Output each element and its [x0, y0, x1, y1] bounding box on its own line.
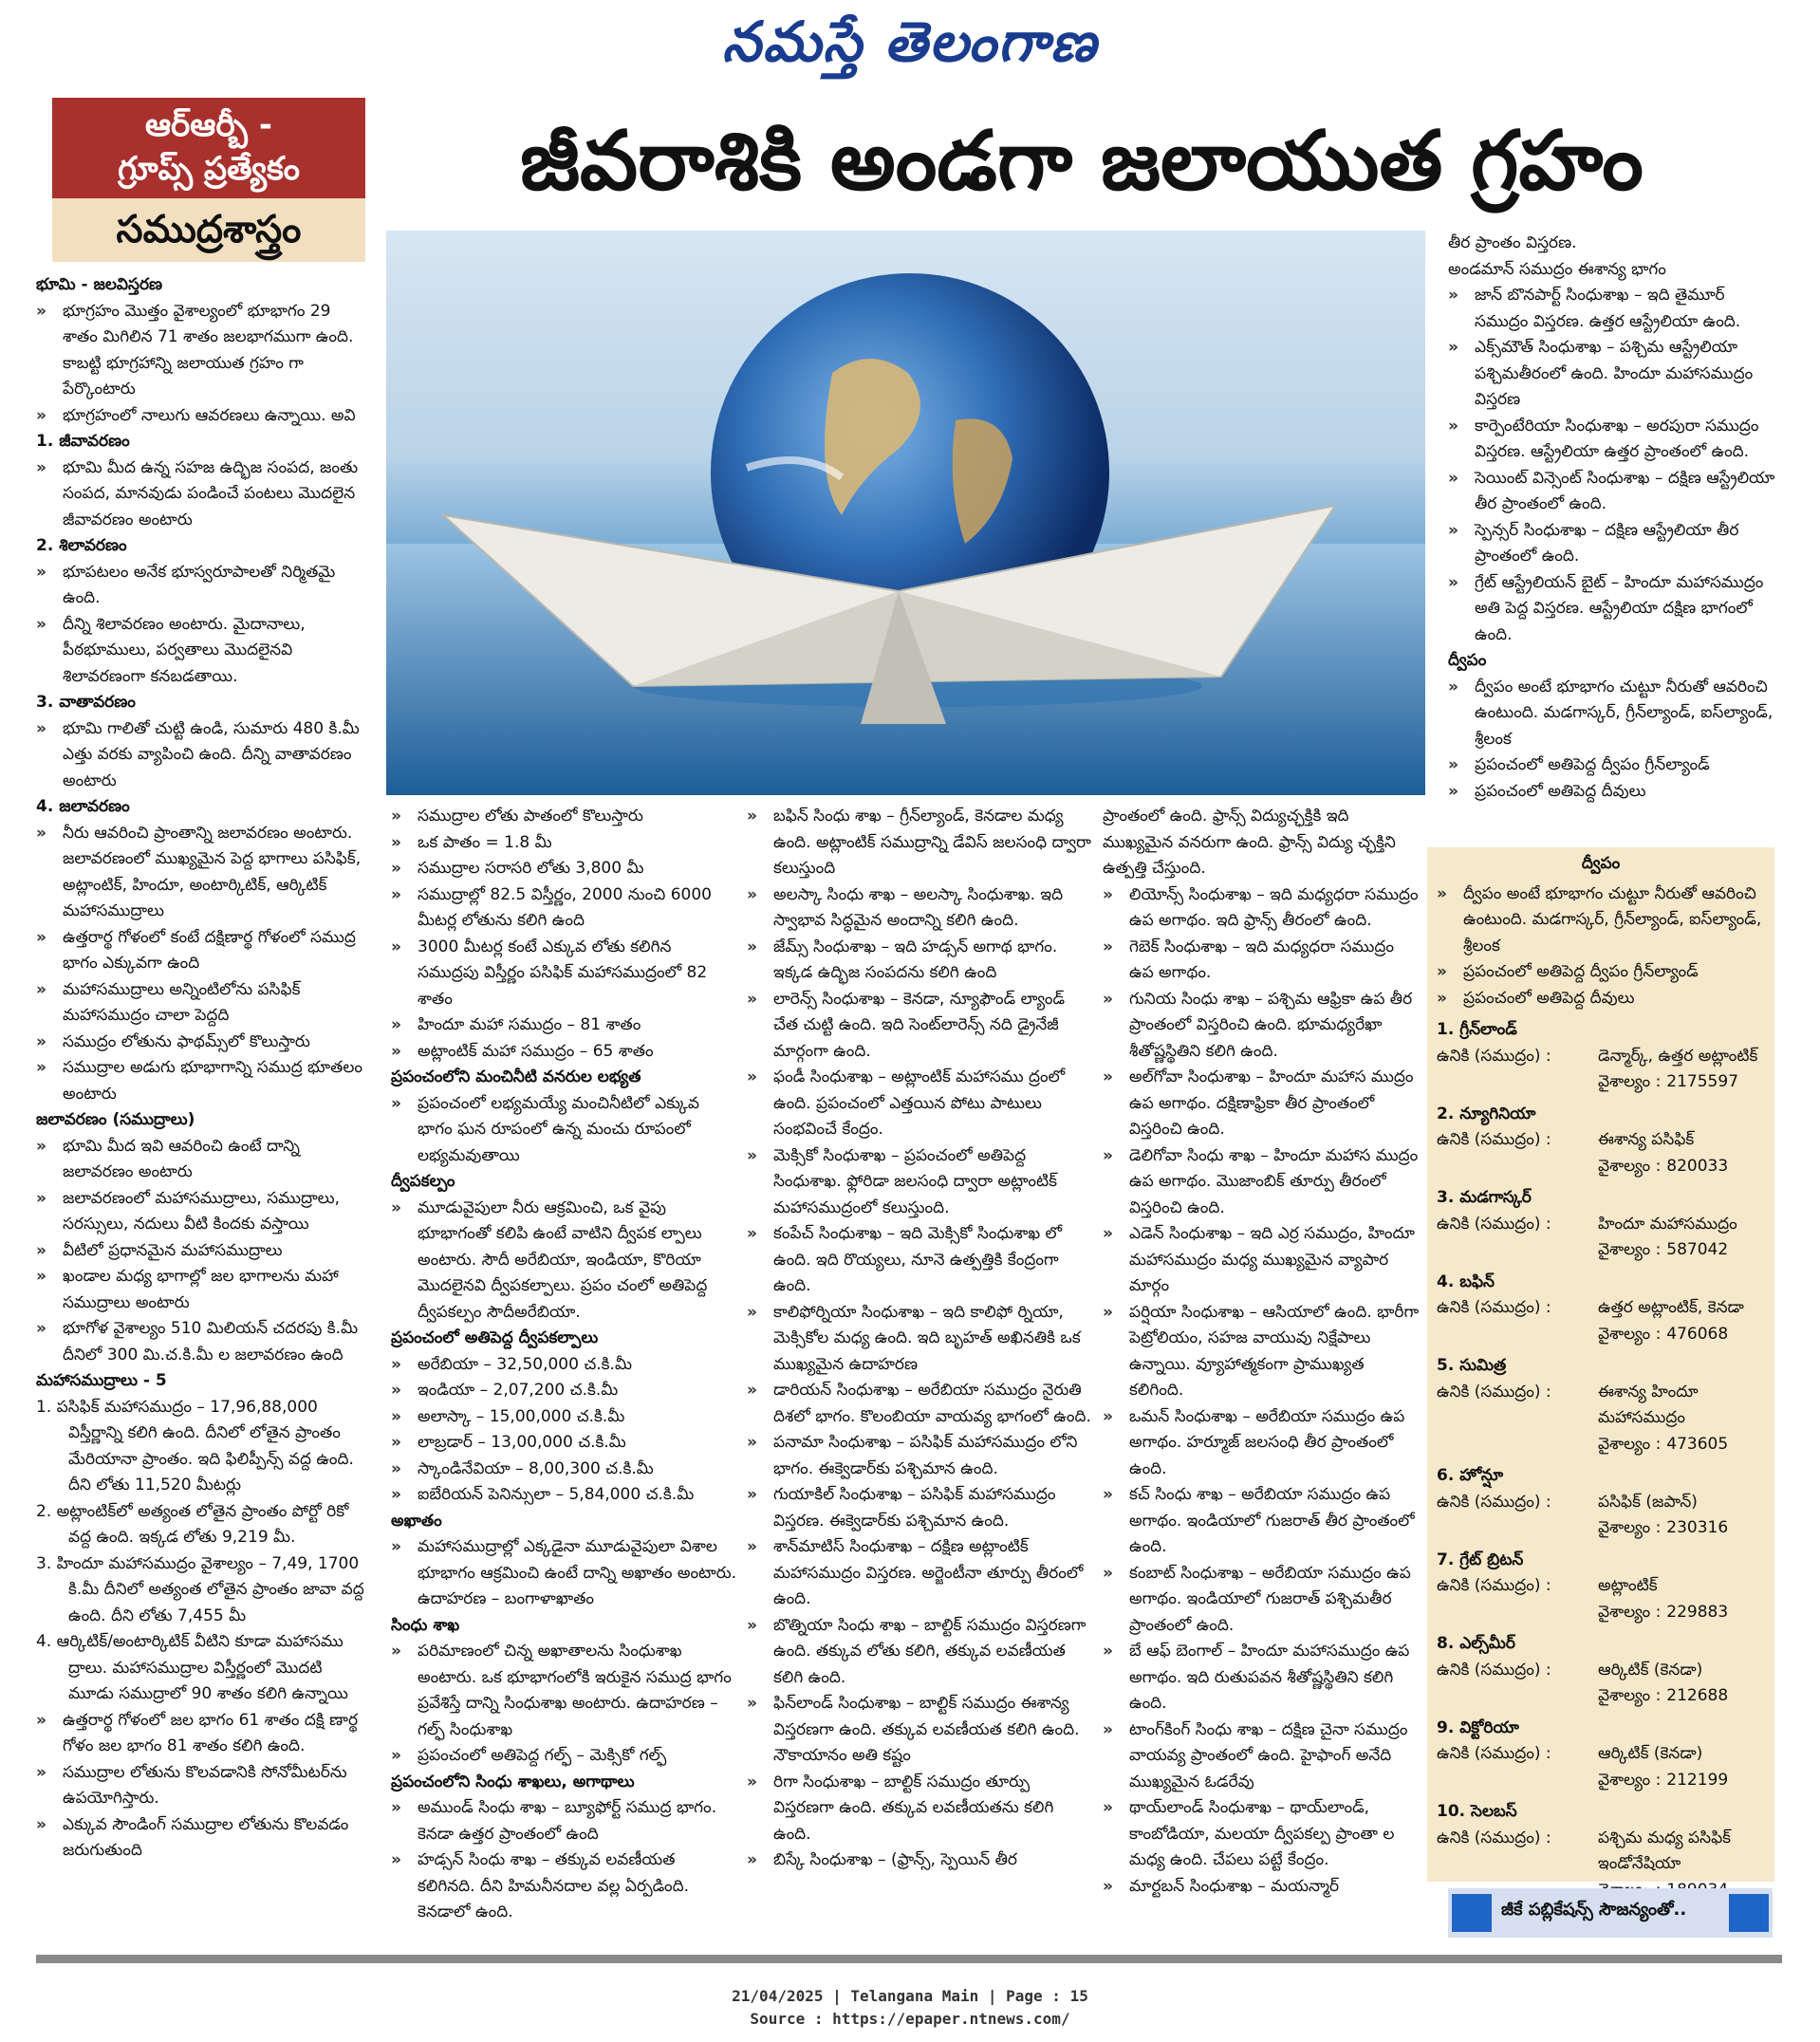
area-spacer [1437, 1432, 1598, 1458]
island-name: 6. హోన్షూ [1437, 1466, 1504, 1485]
area-label: వైశాల్యం : [1598, 1072, 1662, 1091]
island-name: 9. విక్టోరియా [1437, 1717, 1519, 1737]
list-item: 3. హిందూ మహాసముద్రం వైశాల్యం – 7,49, 1700 కి.మీ దీనిలో అత్యంత లోతైన ప్రాంతం జావా వద్ద ఉంది. దీని లోతు 7,455 మీ [36, 1553, 364, 1625]
area-label: వైశాల్యం : [1598, 1518, 1662, 1537]
island-entry [1437, 1270, 1765, 1348]
area-number: 820033 [1666, 1156, 1729, 1176]
list-item: తీర ప్రాంతం విస్తరణ. [1448, 233, 1577, 252]
list-item: » ప్రపంచంలో అతిపెద్ద దీవులు [1437, 986, 1765, 1012]
island-entry [1437, 1631, 1765, 1710]
area-label: వైశాల్యం : [1598, 1156, 1662, 1176]
article-column-5 [1448, 231, 1775, 805]
area-spacer [1437, 1154, 1598, 1180]
section-tag-line1: ఆర్ఆర్బీ - [145, 106, 272, 144]
area-label: వైశాల్యం : [1598, 1602, 1662, 1622]
area-number: 230316 [1666, 1518, 1729, 1537]
list-item: » మహాసముద్రాలు అన్నింటిలోను పసిఫిక్ మహాసముద్రం చాలా పెద్దది [36, 977, 368, 1030]
location-value: ఈశాన్య పసిఫిక్ [1598, 1130, 1695, 1149]
list-item: » సముద్రాల్లో 82.5 విస్తీర్ణం, 2000 నుంచి 6000 మీటర్ల లోతును కలిగి ఉంది [391, 882, 737, 935]
island-location-row [1437, 1741, 1765, 1768]
list-item: » ఫిన్‌లాండ్ సింధుశాఖ – బాల్టిక్ సముద్రం ఈశాన్య విస్తరణగా ఉంది. తక్కువ లవణీయత కలిగి ఉంది. నౌకాయానం అతి కష్టం [747, 1691, 1093, 1770]
list-item: » మూడువైపులా నీరు ఆక్రమించి, ఒక వైపు భూభాగంతో కలిపి ఉంటే వాటిని ద్వీపక ల్పాలు అంటారు. సౌదీ అరేబియా, ఇండియా, కొరియా మొదలైనవి ద్వీపకల్పాలు. ప్రపం చంలో అతిపెద్ద ద్వీపకల్పం సౌదీఅరేబియా. [391, 1196, 737, 1327]
island-entry [1437, 1017, 1765, 1096]
island-entry [1437, 1463, 1765, 1542]
area-spacer [1437, 1600, 1598, 1626]
location-label: ఉనికి (సముద్రం) : [1437, 1214, 1551, 1234]
area-spacer [1437, 1768, 1598, 1794]
area-value [1598, 1237, 1728, 1264]
list-item: » ప్రపంచంలో అతిపెద్ద ద్వీపం గ్రీన్‌ల్యాండ్ [1448, 752, 1775, 779]
list-item: » వీటిలో ప్రధానమైన మహాసముద్రాలు [36, 1238, 368, 1265]
list-item: » మెక్సికో సింధుశాఖ – ప్రపంచంలో అతిపెద్ద సింధుశాఖ. ఫ్లోరిడా జలసంధి ద్వారా అట్లాంటిక్ మహాసముద్రంలో కలుస్తుంది. [747, 1143, 1093, 1222]
area-number: 229883 [1666, 1602, 1729, 1622]
list-item: » ఇండియా – 2,07,200 చ.కి.మీ [391, 1378, 737, 1404]
list-item: » సముద్రం లోతును ఫాథమ్స్‌లో కొలుస్తారు [36, 1030, 368, 1056]
location-value: ఉత్తర అట్లాంటిక్, కెనడా [1598, 1298, 1744, 1317]
list-item: » భూగ్రహం మొత్తం వైశాల్యంలో భూభాగం 29 శాతం మిగిలిన 71 శాతం జలభాగముగా ఉంది. కాబట్టి భూగ్రహాన్ని జలాయుత గ్రహం గా పేర్కొంటారు [36, 299, 368, 403]
area-label: వైశాల్యం : [1598, 1686, 1662, 1705]
island-location-row [1437, 1826, 1765, 1878]
footer-source-line: Source : https://epaper.ntnews.com/ [750, 2010, 1070, 2028]
globe-boat-illustration [386, 231, 1425, 795]
islands-box-title: ద్వీపం [1581, 854, 1621, 873]
list-item: ప్రాంతంలో ఉంది. ఫ్రాన్స్ విద్యుచ్ఛక్తికి ఇది ముఖ్యమైన వనరుగా ఉంది. ఫ్రాన్స్ విద్యు చ్ఛక్తిని ఉత్పత్తి చేస్తుంది. [1103, 807, 1396, 878]
list-item: » మార్టబన్ సింధుశాఖ – మయన్మార్ [1103, 1874, 1421, 1901]
list-item: 2. అట్లాంటిక్‌లో అత్యంత లోతైన ప్రాంతం పోర్టో రికో వద్ద ఉంది. ఇక్కడ లోతు 9,219 మీ. [36, 1501, 349, 1547]
list-item: » బొత్నియా సింధు శాఖ – బాల్టిక్ సముద్రం విస్తరణగా ఉంది. తక్కువ లోతు కలిగి, తక్కువ లవణీయత కలిగి ఉంది. [747, 1613, 1093, 1692]
list-item: » ప్రపంచంలో లభ్యమయ్యే మంచినీటిలో ఎక్కువ భాగం ఘన రూపంలో ఉన్న మంచు రూపంలో లభ్యమవుతాయి [391, 1091, 737, 1170]
location-label: ఉనికి (సముద్రం) : [1437, 1046, 1551, 1066]
island-area-row [1437, 1600, 1765, 1626]
list-item: » సముద్రాల అడుగు భూభాగాన్ని సముద్ర భూతలం అంటారు [36, 1055, 368, 1107]
list-item: » ఖండాల మధ్య భాగాల్లో జల భాగాలను మహా సముద్రాలు అంటారు [36, 1264, 368, 1316]
list-item: » అముండ్ సింధు శాఖ – బ్యూఫోర్ట్ సముద్ర భాగం. కెనడా ఉత్తర ప్రాంతంలో ఉంది [391, 1795, 737, 1847]
list-item: » శాన్‌మాటిస్ సింధుశాఖ – దక్షిణ అట్లాంటిక్ మహాసముద్రం విస్తరణ. అర్జెంటీనా తూర్పు తీరంలో ఉంది. [747, 1534, 1093, 1613]
section-heading: భూమి - జలవిస్తరణ [36, 275, 163, 294]
list-item: » టాంగ్‌కింగ్ సింధు శాఖ – దక్షిణ చైనా సముద్రం వాయవ్య ప్రాంతంలో ఉంది. హైఫాంగ్ అనేది ముఖ్యమైన ఓడరేవు [1103, 1717, 1421, 1796]
list-item: » కంపేచ్ సింధుశాఖ – ఇది మెక్సికో సింధుశాఖ లో ఉంది. ఇది రొయ్యలు, నూనె ఉత్పత్తికి కేంద్రంగా ఉంది. [747, 1221, 1093, 1300]
islands-box-content [1427, 880, 1774, 1906]
section-heading: 4. జలావరణం [36, 797, 130, 816]
area-spacer [1437, 1322, 1598, 1348]
list-item: » జాన్ బొనపార్ట్ సింధుశాఖ – ఇది తైమూర్ సముద్రం విస్తరణ. ఉత్తర ఆస్ట్రేలియా ఉంది. [1448, 283, 1775, 335]
location-label: ఉనికి (సముద్రం) : [1437, 1382, 1551, 1402]
island-name: 2. న్యూగినియా [1437, 1104, 1536, 1123]
area-value [1598, 1600, 1728, 1626]
location-value: హిందూ మహాసముద్రం [1598, 1214, 1737, 1234]
location-label: ఉనికి (సముద్రం) : [1437, 1744, 1551, 1763]
list-item: » ఫండీ సింధుశాఖ – అట్లాంటిక్ మహాసము ద్రంలో ఉంది. ప్రపంచంలో ఎత్తయిన పోటు పాటులు సంభవించే కేంద్రం. [747, 1065, 1093, 1143]
island-location-row [1437, 1295, 1765, 1322]
location-label: ఉనికి (సముద్రం) : [1437, 1660, 1551, 1680]
list-item: » సముద్రాల లోతు పాతంలో కొలుస్తారు [391, 804, 737, 830]
island-name: 7. గ్రేట్ బ్రిటన్ [1437, 1550, 1524, 1569]
location-value: ఈశాన్య హిందూ మహాసముద్రం [1598, 1382, 1699, 1427]
island-name: 8. ఎల్స్‌మీర్ [1437, 1634, 1515, 1653]
list-item: » గెబెక్ సింధుశాఖ – ఇది మధ్యధరా సముద్రం ఉప అగాథం. [1103, 935, 1421, 987]
area-spacer [1437, 1237, 1598, 1264]
area-number: 587042 [1666, 1240, 1729, 1259]
list-item: » భూగ్రహంలో నాలుగు ఆవరణలు ఉన్నాయి. అవి [36, 403, 368, 430]
location-value: అట్లాంటిక్ [1598, 1576, 1658, 1595]
island-entry [1437, 1353, 1765, 1457]
area-value [1598, 1322, 1728, 1348]
list-item: » భూగోళ వైశాల్యం 510 మిలియన్ చదరపు కి.మీ దీనిలో 300 మి.చ.కి.మీ ల జలావరణం ఉంది [36, 1316, 368, 1368]
location-label: ఉనికి (సముద్రం) : [1437, 1492, 1551, 1512]
location-label: ఉనికి (సముద్రం) : [1437, 1130, 1551, 1149]
area-value [1598, 1432, 1728, 1458]
list-item: » మహాసముద్రాల్లో ఎక్కడైనా మూడువైపులా విశాల భూభాగం ఆక్రమించి ఉంటే దాన్ని అఖాతం అంటారు. ఉదాహరణ – బంగాళాఖాతం [391, 1534, 737, 1613]
list-item: » అలాస్కా – 15,00,000 చ.కి.మీ [391, 1404, 737, 1431]
list-item: » జలావరణంలో మహాసముద్రాలు, సముద్రాలు, సరస్సులు, నదులు వీటి కిందకు వస్తాయి [36, 1186, 368, 1238]
island-area-row [1437, 1322, 1765, 1348]
area-label: వైశాల్యం : [1598, 1240, 1662, 1259]
area-spacer [1437, 1069, 1598, 1096]
section-heading: 2. శిలావరణం [36, 536, 127, 555]
section-heading: ద్వీపకల్పం [391, 1172, 455, 1191]
list-item: » గునియ సింధు శాఖ – పశ్చిమ ఆఫ్రికా ఉప తీర ప్రాంతంలో విస్తరించి ఉంది. భూమధ్యరేఖా శీతోష్ణస్థితిని కలిగి ఉంది. [1103, 987, 1421, 1066]
area-number: 212199 [1666, 1770, 1729, 1790]
island-name: 10. సెలబస్ [1437, 1802, 1517, 1821]
list-item: » భూమి మీద ఉన్న సహజ ఉద్భిజ సంపద, జంతు సంపద, మానవుడు పండించే పంటలు మొదలైన జీవావరణం అంటారు [36, 455, 368, 534]
hero-image [386, 231, 1425, 795]
list-item: » పర్షియా సింధుశాఖ – ఆసియాలో ఉంది. భారీగా పెట్రోలియం, సహజ వాయువు నిక్షేపాలు ఉన్నాయి. వ్యూహాత్మకంగా ప్రాముఖ్యత కలిగింది. [1103, 1300, 1421, 1404]
article-column-4 [1103, 804, 1421, 1900]
list-item: » స్పెన్సర్ సింధుశాఖ – దక్షిణ ఆస్ట్రేలియా తీర ప్రాంతంలో ఉంది. [1448, 518, 1775, 570]
list-item: » ద్వీపం అంటే భూభాగం చుట్టూ నీరుతో ఆవరించి ఉంటుంది. మడగాస్కర్, గ్రీన్‌ల్యాండ్, ఐస్‌ల్యాండ్, శ్రీలంక [1437, 882, 1765, 960]
list-item: » భూమి మీద ఇవి ఆవరించి ఉంటే దాన్ని జలావరణం అంటారు [36, 1134, 368, 1186]
area-number: 212688 [1666, 1686, 1729, 1705]
credit-right-square [1729, 1894, 1769, 1932]
list-item: » డెలిగోవా సింధు శాఖ – హిందూ మహాస ముద్రం ఉప అగాథం. మొజాంబిక్ తూర్పు తీరంలో విస్తరించి ఉంది. [1103, 1143, 1421, 1222]
list-item: » అట్లాంటిక్ మహా సముద్రం – 65 శాతం [391, 1039, 737, 1066]
list-item: » ఎక్కువ సౌండింగ్ సముద్రాల లోతును కొలవడం జరుగుతుంది [36, 1812, 368, 1865]
masthead-logo: నమస్తే తెలంగాణ [722, 9, 1098, 74]
list-item: » ఒక పాతం = 1.8 మీ [391, 830, 737, 857]
section-heading: ప్రపంచంలోని సింధు శాఖలు, అగాథాలు [391, 1772, 635, 1791]
location-label: ఉనికి (సముద్రం) : [1437, 1298, 1551, 1317]
list-item: » అల్‌గోవా సింధుశాఖ – హిందూ మహాస ముద్రం ఉప అగాథం. దక్షిణాఫ్రికా తీర ప్రాంతంలో విస్తరించి ఉంది. [1103, 1065, 1421, 1143]
list-item: » కాలిఫోర్నియా సింధుశాఖ – ఇది కాలిఫో ర్నియా, మెక్సికోల మధ్య ఉంది. ఇది బృహత్ అఖినతికి ఒక ముఖ్యమైన ఉదాహరణ [747, 1300, 1093, 1379]
location-value: పశ్చిమ మధ్య పసిఫిక్ ఇండోనేషియా [1598, 1828, 1732, 1873]
location-label: ఉనికి (సముద్రం) : [1437, 1576, 1551, 1595]
list-item: » ద్వీపం అంటే భూభాగం చుట్టూ నీరుతో ఆవరించి ఉంటుంది. మడగాస్కర్, గ్రీన్‌ల్యాండ్, ఐస్‌ల్యాండ్, శ్రీలంక [1448, 675, 1775, 753]
headline: జీవరాశికి అండగా జలాయుత గ్రహం [520, 114, 1644, 209]
list-item: » ఉత్తరార్థ గోళంలో కంటే దక్షిణార్థ గోళంలో సముద్ర భాగం ఎక్కువగా ఉంది [36, 925, 368, 977]
area-label: వైశాల్యం : [1598, 1324, 1662, 1344]
island-area-row [1437, 1154, 1765, 1180]
list-item: » దీన్ని శిలావరణం అంటారు. మైదానాలు, పీఠభూములు, పర్వతాలు మొదలైనవి శిలావరణంగా కనబడతాయి. [36, 612, 368, 691]
island-area-row [1437, 1683, 1765, 1710]
list-item: » రిగా సింధుశాఖ – బాల్టిక్ సముద్రం తూర్పు విస్తరణగా ఉంది. తక్కువ లవణీయతను కలిగి ఉంది. [747, 1770, 1093, 1848]
page-footer [0, 1985, 1820, 2031]
section-heading: జలావరణం (సముద్రాలు) [36, 1110, 195, 1129]
section-heading: 3. వాతావరణం [36, 693, 136, 712]
island-name: 5. సుమిత్ర [1437, 1356, 1507, 1375]
list-item: » ఎక్స్‌మౌత్ సింధుశాఖ – పశ్చిమ ఆస్ట్రేలియా పశ్చిమతీరంలో ఉంది. హిందూ మహాసముద్రం విస్తరణ [1448, 335, 1775, 414]
bottom-rule [36, 1955, 1782, 1963]
list-item: » లియోన్స్ సింధుశాఖ – ఇది మధ్యధరా సముద్రం ఉప అగాథం. ఇది ఫ్రాన్స్ తీరంలో ఉంది. [1103, 882, 1421, 935]
island-entry [1437, 1548, 1765, 1626]
island-location-row [1437, 1380, 1765, 1432]
list-item: » భూపటలం అనేక భూస్వరూపాలతో నిర్మితమై ఉంది. [36, 560, 368, 612]
credit-strip [1448, 1888, 1773, 1938]
list-item: » అరేబియా – 32,50,000 చ.కి.మీ [391, 1352, 737, 1379]
section-heading: ప్రపంచంలో అతిపెద్ద ద్వీపకల్పాలు [391, 1328, 599, 1347]
section-heading: ప్రపంచంలోని మంచినీటి వనరుల లభ్యత [391, 1067, 641, 1086]
list-item: 4. ఆర్కిటిక్/అంటార్కిటిక్ వీటిని కూడా మహాసము ద్రాలు. మహాసముద్రాల విస్తీర్ణంలో మొదటి మూడు సముద్రాలో 90 శాతం కలిగి ఉన్నాయి [36, 1632, 348, 1703]
location-label: ఉనికి (సముద్రం) : [1437, 1828, 1551, 1847]
list-item: » ఒమన్ సింధుశాఖ – అరేబియా సముద్రం ఉప అగాథం. హర్మూజ్ జలసంధి తీర ప్రాంతంలో ఉంది. [1103, 1404, 1421, 1483]
list-item: » బిస్కే సింధుశాఖ – (ఫ్రాన్స్, స్పెయిన్ తీర [747, 1847, 1093, 1874]
section-heading: సింధు శాఖ [391, 1615, 460, 1635]
list-item: » పనామా సింధుశాఖ – పసిఫిక్ మహాసముద్రం లోని భాగం. ఈక్వెడార్‌కు పశ్చిమాన ఉంది. [747, 1430, 1093, 1482]
island-entry [1437, 1102, 1765, 1180]
area-number: 2175597 [1666, 1072, 1739, 1091]
list-item: » సముద్రాల సరాసరి లోతు 3,800 మీ [391, 856, 737, 882]
island-location-row [1437, 1044, 1765, 1070]
list-item: » లాబ్రడార్ – 13,00,000 చ.కి.మీ [391, 1430, 737, 1457]
island-area-row [1437, 1069, 1765, 1096]
list-item: » సెయింట్ విన్సెంట్ సింధుశాఖ – దక్షిణ ఆస్ట్రేలియా తీర ప్రాంతంలో ఉంది. [1448, 466, 1775, 518]
area-value [1598, 1154, 1728, 1180]
area-value [1598, 1515, 1728, 1542]
list-item: » భూమి గాలితో చుట్టి ఉండి, సుమారు 480 కి.మీ ఎత్తు వరకు వ్యాపించి ఉంది. దీన్ని వాతావరణం అంటారు [36, 716, 368, 795]
location-value: పసిఫిక్ (జపాన్) [1598, 1492, 1698, 1512]
area-value [1598, 1683, 1728, 1710]
article-column-2 [391, 804, 737, 1926]
area-number: 473605 [1666, 1434, 1729, 1454]
list-item: » కంబాట్ సింధుశాఖ – అరేబియా సముద్రం ఉప అగాథం. ఇండియాలో గుజరాత్ పశ్చిమతీర ప్రాంతంలో ఉంది. [1103, 1561, 1421, 1640]
island-area-row [1437, 1515, 1765, 1542]
island-entry [1437, 1185, 1765, 1264]
list-item: » థాయ్‌లాండ్ సింధుశాఖ – థాయ్‌లాండ్, కాంబోడియా, మలయా ద్వీపకల్ప ప్రాంతా ల మధ్య ఉంది. చేపలు పట్టే కేంద్రం. [1103, 1795, 1421, 1874]
list-item: » హిందూ మహా సముద్రం – 81 శాతం [391, 1012, 737, 1039]
area-value [1598, 1768, 1728, 1794]
section-heading: 1. జీవావరణం [36, 432, 130, 451]
island-location-row [1437, 1127, 1765, 1154]
list-item: » ప్రపంచంలో అతిపెద్ద దీవులు [1448, 779, 1775, 806]
location-value: ఆర్కిటిక్ (కెనడా) [1598, 1744, 1703, 1763]
island-area-row [1437, 1237, 1765, 1264]
section-tag [52, 98, 365, 262]
list-item: » జేమ్స్ సింధుశాఖ – ఇది హడ్సన్ అగాథ భాగం. ఇక్కడ ఉద్భిజ సంపదను కలిగి ఉంది [747, 935, 1093, 987]
credit-left-square [1452, 1894, 1492, 1932]
islands-sidebar-box [1427, 847, 1774, 1882]
list-item: » ఎడెన్ సింధుశాఖ – ఇది ఎర్ర సముద్రం, హిందూ మహాసముద్రం మధ్య ముఖ్యమైన వ్యాపార మార్గం [1103, 1221, 1421, 1300]
list-item: » పరిమాణంలో చిన్న అఖాతాలను సింధుశాఖ అంటారు. ఒక భూభాగంలోకి ఇరుకైన సముద్ర భాగం ప్రవేశిస్తే దాన్ని సింధుశాఖ అంటారు. ఉదాహరణ – గల్ఫ్ సింధుశాఖ [391, 1639, 737, 1743]
list-item: » అలస్కా సింధు శాఖ – అలస్కా సింధుశాఖ. ఇది స్వాభావ సిద్ధమైన అందాన్ని కలిగి ఉంది. [747, 882, 1093, 935]
area-spacer [1437, 1515, 1598, 1542]
island-area-row [1437, 1768, 1765, 1794]
list-item: » లారెన్స్ సింధుశాఖ – కెనడా, న్యూఫౌండ్ ల్యాండ్ చేత చుట్టి ఉంది. ఇది సెంట్‌లారెన్స్ నది డ్రైనేజీ మార్గంగా ఉంది. [747, 987, 1093, 1066]
island-name: 4. బఫిన్ [1437, 1272, 1495, 1291]
list-item: 1. పసిఫిక్ మహాసముద్రం – 17,96,88,000 విస్తీర్ణాన్ని కలిగి ఉంది. దీనిలో లోతైన ప్రాంతం మేరియానా ప్రాంతం. ఇది ఫిలిప్పీన్స్ వద్ద ఉంది. దీని లోతు 11,520 మీటర్లు [36, 1397, 354, 1494]
section-heading: మహాసముద్రాలు - 5 [36, 1371, 167, 1390]
list-item: » కచ్ సింధు శాఖ – అరేబియా సముద్రం ఉప అగాథం. ఇండియాలో గుజరాత్ తీర ప్రాంతంలో ఉంది. [1103, 1482, 1421, 1561]
island-location-row [1437, 1573, 1765, 1600]
location-value: ఆర్కిటిక్ (కెనడా) [1598, 1660, 1703, 1680]
list-item: » 3000 మీటర్ల కంటే ఎక్కువ లోతు కలిగిన సముద్రపు విస్తీర్ణం పసిఫిక్ మహాసముద్రంలో 82 శాతం [391, 935, 737, 1013]
area-value [1598, 1069, 1738, 1096]
list-item: » ప్రపంచంలో అతిపెద్ద ద్వీపం గ్రీన్‌ల్యాండ్ [1437, 959, 1765, 986]
section-tag-line2: గ్రూప్స్ ప్రత్యేకం [118, 150, 300, 188]
footer-date-line: 21/04/2025 | Telangana Main | Page : 15 [732, 1987, 1088, 2005]
island-area-row [1437, 1432, 1765, 1458]
list-item: » హడ్సన్ సింధు శాఖ – తక్కువ లవణీయత కలిగినది. దీని హిమనీనదాల వల్ల ఏర్పడింది. కెనడాలో ఉంది. [391, 1847, 737, 1926]
island-entry [1437, 1716, 1765, 1794]
section-heading: అఖాతం [391, 1511, 442, 1531]
list-item: » బఫిన్ సింధు శాఖ – గ్రీన్‌ల్యాండ్, కెనడాల మధ్య ఉంది. అట్లాంటిక్ సముద్రాన్ని డేవిస్ జలసంధి ద్వారా కలుస్తుంది [747, 804, 1093, 882]
list-item: » ప్రపంచంలో అతిపెద్ద గల్ఫ్ – మెక్సికో గల్ఫ్ [391, 1743, 737, 1770]
island-location-row [1437, 1658, 1765, 1684]
list-item: » సముద్రాల లోతును కొలవడానికి సోనోమీటర్‌ను ఉపయోగిస్తారు. [36, 1760, 368, 1812]
list-item: » ఐబేరియన్ పెనిన్సులా – 5,84,000 చ.కి.మీ [391, 1482, 737, 1509]
area-label: వైశాల్యం : [1598, 1434, 1662, 1454]
list-item: » గుయాకిల్ సింధుశాఖ – పసిఫిక్ మహాసముద్రం విస్తరణ. ఈక్వెడార్‌కు పశ్చిమాన ఉంది. [747, 1482, 1093, 1534]
list-item: » కార్పెంటేరియా సింధుశాఖ – అరపురా సముద్రం విస్తరణ. ఆస్ట్రేలియా ఉత్తర ప్రాంతంలో ఉంది. [1448, 414, 1775, 466]
list-item: » స్కాండినేవియా – 8,00,300 చ.కి.మీ [391, 1457, 737, 1483]
area-number: 476068 [1666, 1324, 1729, 1344]
list-item: » ఉత్తరార్థ గోళంలో జల భాగం 61 శాతం దక్షి ణార్థ గోళం జల భాగం 81 శాతం కలిగి ఉంది. [36, 1708, 368, 1760]
section-name: సముద్రశాస్త్రం [52, 198, 365, 262]
island-name: 1. గ్రీన్‌లాండ్ [1437, 1020, 1517, 1039]
list-item: » బే ఆఫ్ బెంగాల్ – హిందూ మహాసముద్రం ఉప అగాథం. ఇది రుతుపవన శీతోష్ణస్థితిని కలిగి ఉంది. [1103, 1639, 1421, 1717]
list-item: » డారియన్ సింధుశాఖ – అరేబియా సముద్రం నైరుతి దిశలో భాగం. కొలంబియా వాయవ్య భాగంలో ఉంది. [747, 1378, 1093, 1430]
area-label: వైశాల్యం : [1598, 1770, 1662, 1790]
list-item: » గ్రేట్ ఆస్ట్రేలియన్ బైట్ – హిందూ మహాసముద్రం అతి పెద్ద విస్తరణ. ఆస్ట్రేలియా దక్షిణ భాగంలో ఉంది. [1448, 570, 1775, 649]
list-item: » నీరు ఆవరించి ప్రాంతాన్ని జలావరణం అంటారు. జలావరణంలో ముఖ్యమైన పెద్ద భాగాలు పసిఫిక్, అట్లాంటిక్, హిందూ, అంటార్కిటిక్, ఆర్కిటిక్ మహాసముద్రాలు [36, 821, 368, 925]
location-value: డెన్మార్క్, ఉత్తర అట్లాంటిక్ [1598, 1046, 1758, 1066]
section-heading: ద్వీపం [1448, 651, 1487, 670]
island-name: 3. మడగాస్కర్ [1437, 1188, 1532, 1207]
area-spacer [1437, 1683, 1598, 1710]
list-item: అండమాన్ సముద్రం ఈశాన్య భాగం [1448, 259, 1666, 279]
island-location-row [1437, 1212, 1765, 1238]
credit-text: జీకే పబ్లికేషన్స్ సౌజన్యంతో.. [1501, 1900, 1687, 1920]
island-location-row [1437, 1490, 1765, 1516]
article-column-3 [747, 804, 1093, 1874]
article-column-1 [36, 272, 368, 1865]
section-tag-top [52, 98, 365, 198]
